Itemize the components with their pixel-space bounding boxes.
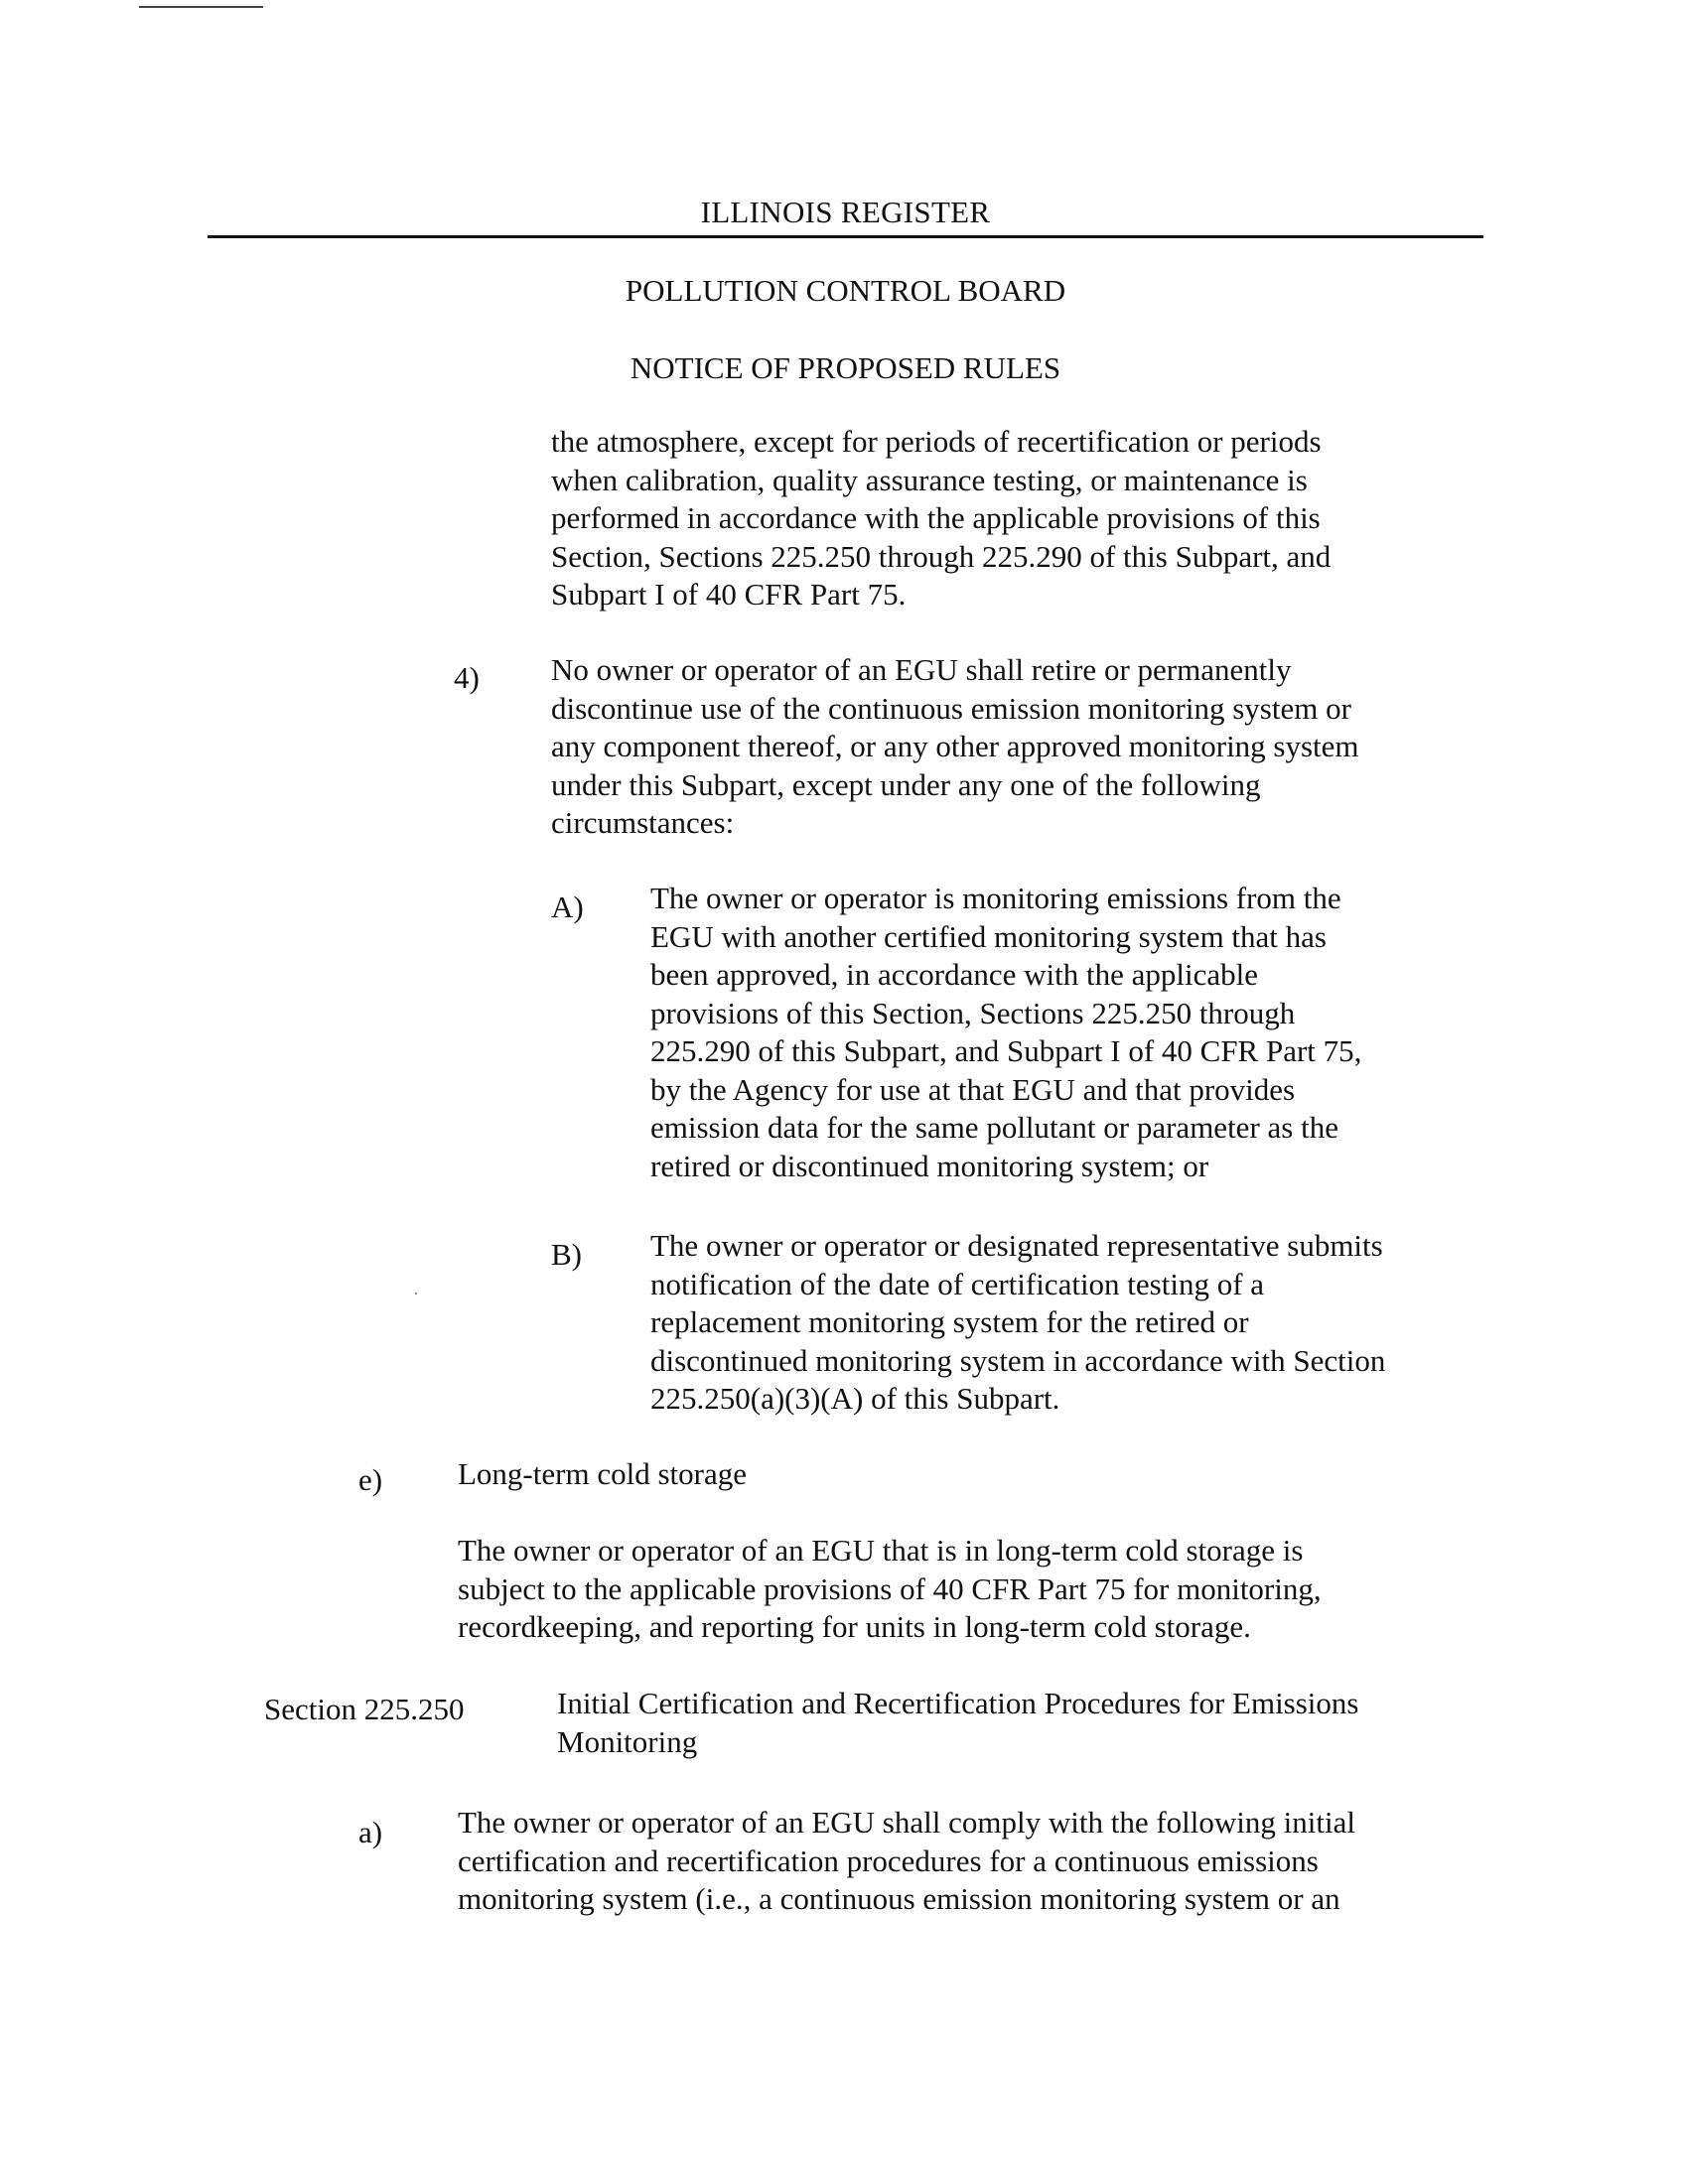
item-4a-label: A) — [551, 889, 584, 924]
item-e-heading: Long-term cold storage — [458, 1456, 747, 1491]
section-number: Section 225.250 — [264, 1692, 465, 1726]
item-4b-paragraph: The owner or operator or designated representative submits notification of the date of certification testing of a replacement monitoring system for the retired or discontinued monitoring system in accordance with Section 225.250(a)(3)(A) of this Subpart. — [650, 1228, 1386, 1416]
item-4a-paragraph: The owner or operator is monitoring emissions from the EGU with another certified monitoring system that has been approved, in accordance with the applicable provisions of this Section, Sections 225.250 through 225.290 of this Subpart, and Subpart I of 40 CFR Part 75, by the Agency for use at that EGU and that provides emission data for the same pollutant or parameter as the retired or discontinued monitoring system; or — [650, 881, 1362, 1183]
corner-mark — [139, 6, 263, 8]
item-4-paragraph: No owner or operator of an EGU shall retire or permanently discontinue use of the continuous emission monitoring system or any component thereof, or any other approved monitoring system under this Subpart, except under any one of the following circumstances: — [551, 652, 1359, 840]
item-4-label: 4) — [454, 660, 480, 695]
item-e-paragraph: The owner or operator of an EGU that is in long-term cold storage is subject to the applicable provisions of 40 CFR Part 75 for monitoring, recordkeeping, and reporting for units in long-term cold storage. — [458, 1533, 1322, 1644]
section-title: Initial Certification and Recertification Procedures for Emissions Monitoring — [557, 1686, 1359, 1759]
header-rule — [208, 235, 1483, 238]
item-4b-label: B) — [551, 1237, 582, 1272]
notice-title: NOTICE OF PROPOSED RULES — [630, 350, 1061, 385]
item-a-paragraph: The owner or operator of an EGU shall comply with the following initial certification and recertification procedures for a continuous emissions monitoring system (i.e., a continuous emission monitoring system or an — [458, 1805, 1355, 1916]
continuation-paragraph: the atmosphere, except for periods of recertification or periods when calibration, quality assurance testing, or maintenance is performed in accordance with the applicable provisions of this Section, Sections 225.250 through 225.290 of this Subpart, and Subpart I of 40 CFR Part 75. — [551, 424, 1332, 612]
scan-speck — [415, 1293, 417, 1295]
agency-name: POLLUTION CONTROL BOARD — [625, 273, 1066, 308]
item-e-label: e) — [358, 1462, 383, 1497]
register-title: ILLINOIS REGISTER — [700, 195, 991, 229]
item-a-label: a) — [358, 1815, 383, 1849]
